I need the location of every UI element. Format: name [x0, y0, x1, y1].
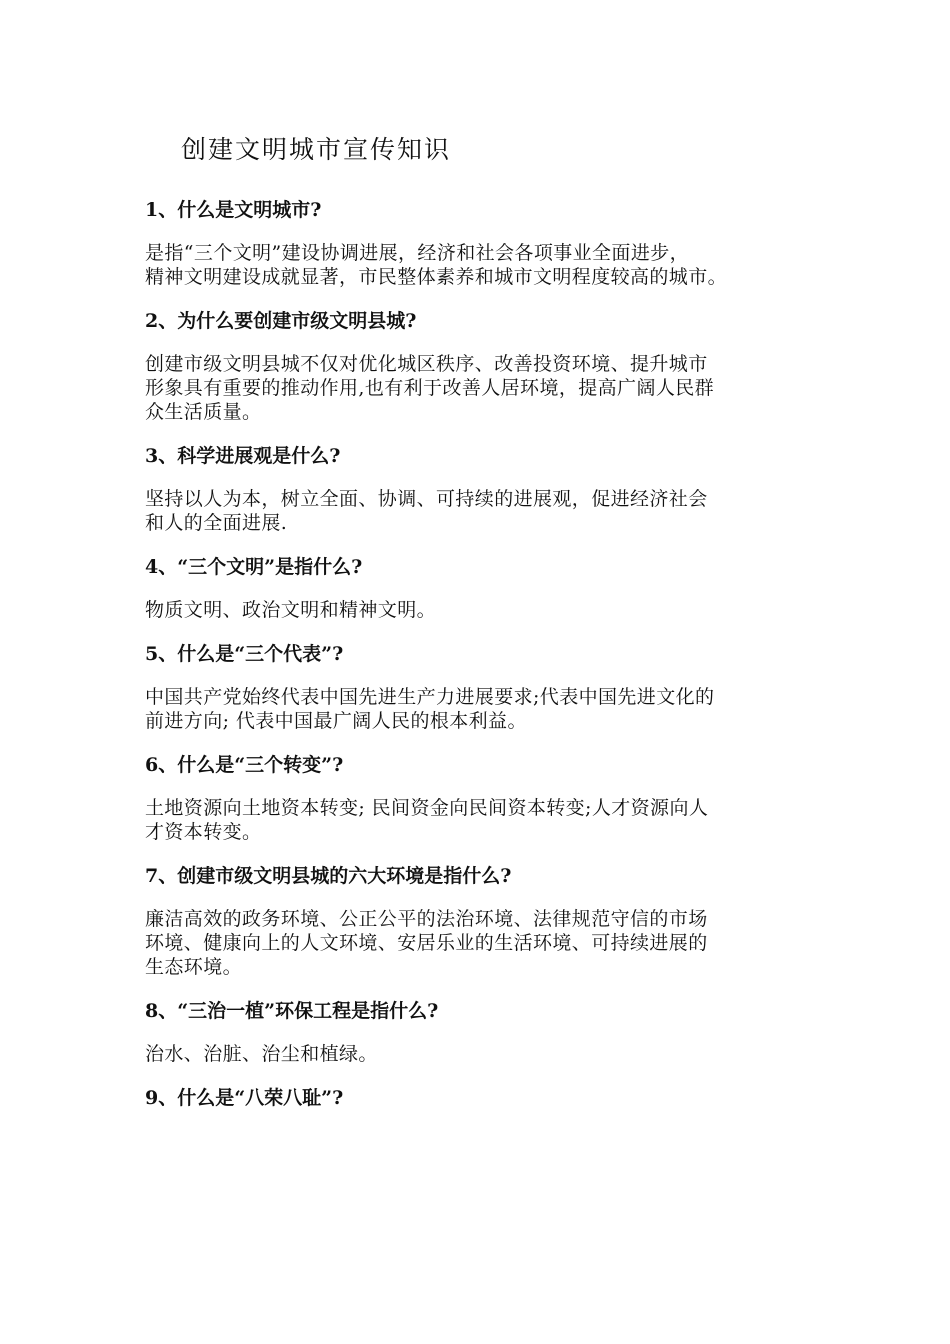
answer-1-line-1: 是指“三个文明”建设协调进展，经济和社会各项事业全面进步， — [145, 242, 690, 264]
answer-3-line-2: 和人的全面进展. — [145, 512, 288, 534]
question-5: 5、什么是“三个代表”? — [145, 643, 344, 665]
answer-5 — [145, 685, 810, 733]
answer-7-line-3: 生态环境。 — [145, 956, 243, 978]
qa-item-8 — [145, 997, 810, 1066]
answer-8 — [145, 1042, 810, 1066]
answer-2-line-2: 形象具有重要的推动作用,也有利于改善人居环境，提高广阔人民群 — [145, 377, 715, 399]
qa-item-2 — [145, 307, 810, 424]
answer-3-line-1: 坚持以人为本，树立全面、协调、可持续的进展观，促进经济社会 — [145, 488, 708, 510]
question-8: 8、“三治一植”环保工程是指什么? — [145, 1000, 439, 1022]
question-4: 4、“三个文明”是指什么? — [145, 556, 363, 578]
answer-6-line-1: 土地资源向土地资本转变; 民间资金向民间资本转变;人才资源向人 — [145, 797, 709, 819]
qa-item-5 — [145, 640, 810, 733]
answer-5-line-1: 中国共产党始终代表中国先进生产力进展要求;代表中国先进文化的 — [145, 686, 715, 708]
answer-3 — [145, 487, 810, 535]
answer-2 — [145, 352, 810, 424]
qa-list — [145, 196, 810, 1112]
qa-item-3 — [145, 442, 810, 535]
qa-item-7 — [145, 862, 810, 979]
answer-5-line-2: 前进方向; 代表中国最广阔人民的根本利益。 — [145, 710, 527, 732]
question-6: 6、什么是“三个转变”? — [145, 754, 344, 776]
answer-6 — [145, 796, 810, 844]
question-7: 7、创建市级文明县城的六大环境是指什么? — [145, 865, 512, 887]
answer-2-line-1: 创建市级文明县城不仅对优化城区秩序、改善投资环境、提升城市 — [145, 353, 708, 375]
answer-7-line-1: 廉洁高效的政务环境、公正公平的法治环境、法律规范守信的市场 — [145, 908, 708, 930]
question-3: 3、科学进展观是什么? — [145, 445, 341, 467]
answer-8-line-1: 治水、治脏、治尘和植绿。 — [145, 1043, 378, 1065]
answer-6-line-2: 才资本转变。 — [145, 821, 262, 843]
answer-2-line-3: 众生活质量。 — [145, 401, 262, 423]
answer-1 — [145, 241, 810, 289]
document-title: 创建文明城市宣传知识 — [181, 135, 452, 164]
qa-item-9 — [145, 1084, 810, 1112]
answer-7-line-2: 环境、健康向上的人文环境、安居乐业的生活环境、可持续进展的 — [145, 932, 708, 954]
answer-7 — [145, 907, 810, 979]
answer-4 — [145, 598, 810, 622]
qa-item-1 — [145, 196, 810, 289]
answer-1-line-2: 精神文明建设成就显著，市民整体素养和城市文明程度较高的城市。 — [145, 266, 728, 288]
answer-4-line-1: 物质文明、政治文明和精神文明。 — [145, 599, 437, 621]
qa-item-6 — [145, 751, 810, 844]
question-2: 2、为什么要创建市级文明县城? — [145, 310, 417, 332]
question-1: 1、什么是文明城市? — [145, 199, 322, 221]
qa-item-4 — [145, 553, 810, 622]
question-9: 9、什么是“八荣八耻”? — [145, 1087, 344, 1109]
